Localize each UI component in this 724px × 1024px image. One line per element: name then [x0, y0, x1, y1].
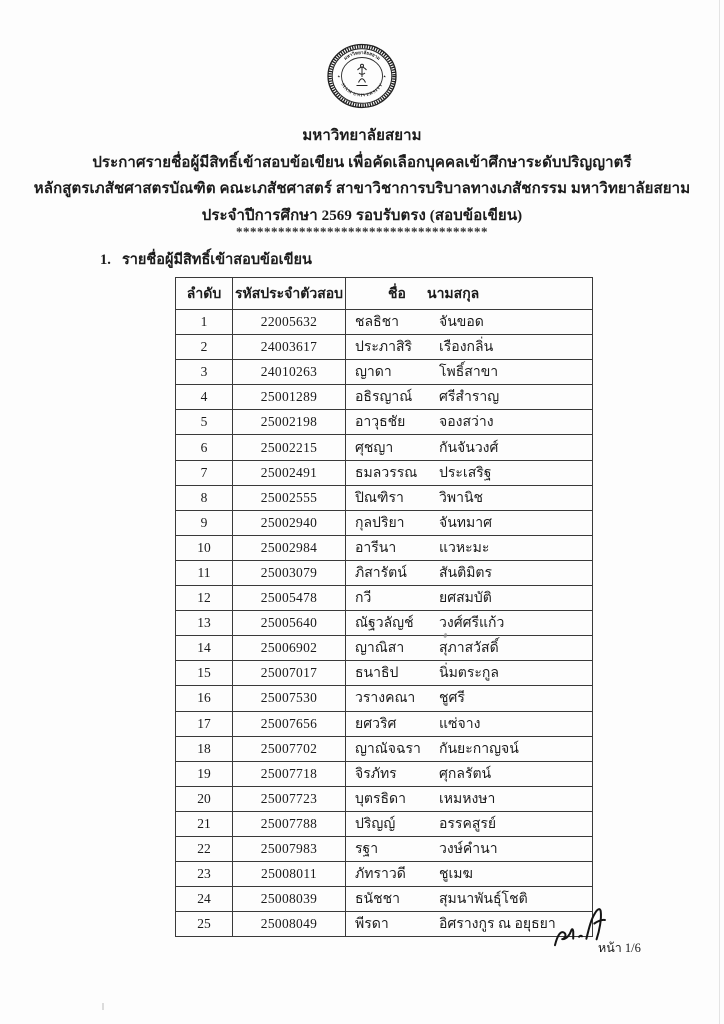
- cell-index: 22: [176, 837, 233, 861]
- cell-name: [346, 361, 592, 383]
- cell-first-name: ธมลวรรณ: [355, 465, 418, 481]
- table-row: [176, 384, 592, 409]
- cell-exam-code: 25007788: [233, 812, 346, 836]
- cell-exam-code: 25007656: [233, 712, 346, 736]
- cell-index: 25: [176, 912, 233, 936]
- cell-exam-code: 24010263: [233, 360, 346, 384]
- cell-name: [346, 562, 592, 584]
- cell-last-name: ยศสมบัติ: [439, 591, 492, 607]
- cell-last-name: เรืองกลิ่น: [439, 340, 494, 356]
- cell-first-name: รฐา: [355, 842, 379, 858]
- table-row: [176, 711, 592, 736]
- cell-index: 4: [176, 385, 233, 409]
- section-number: 1.: [100, 252, 111, 268]
- cell-last-name: แวหะมะ: [439, 540, 490, 556]
- table-row: [176, 585, 592, 610]
- cell-first-name: อารีนา: [355, 540, 397, 556]
- cell-last-name: จันทมาศ: [439, 515, 492, 531]
- table-row: [176, 886, 592, 911]
- cell-name: [346, 763, 592, 785]
- cell-first-name: ณัฐวลัญช์: [355, 616, 414, 632]
- cell-index: 17: [176, 712, 233, 736]
- cell-last-name: สุภาสวัสดิ์: [439, 641, 499, 657]
- header-last-name: นามสกุล: [427, 286, 480, 302]
- cell-name: [346, 411, 592, 433]
- cell-index: 6: [176, 435, 233, 459]
- header-exam-code: รหัสประจำตัวสอบ: [233, 278, 346, 309]
- cell-first-name: ปริญญ์: [355, 816, 396, 832]
- table-row: [176, 460, 592, 485]
- document-header: [0, 123, 724, 229]
- cell-last-name: ประเสริฐ: [439, 465, 492, 481]
- cell-index: 5: [176, 410, 233, 434]
- cell-index: 12: [176, 586, 233, 610]
- table-row: [176, 359, 592, 384]
- cell-exam-code: 25002491: [233, 461, 346, 485]
- table-row: [176, 334, 592, 359]
- cell-index: 2: [176, 335, 233, 359]
- cell-index: 20: [176, 787, 233, 811]
- table-row: [176, 635, 592, 660]
- cell-first-name: อธิรญาณ์: [355, 390, 413, 406]
- cell-exam-code: 25007983: [233, 837, 346, 861]
- cell-first-name: ศุชญา: [355, 440, 394, 456]
- cell-name: [346, 687, 592, 709]
- header-name-cell: [346, 283, 592, 305]
- cell-last-name: อรรคสูรย์: [439, 816, 497, 832]
- cell-exam-code: 25002198: [233, 410, 346, 434]
- cell-exam-code: 25002984: [233, 536, 346, 560]
- cell-last-name: กันยะกาญจน์: [439, 741, 519, 757]
- cell-first-name: กวี: [355, 591, 372, 607]
- cell-first-name: ญาณัจฉรา: [355, 741, 421, 757]
- cell-first-name: ญาดา: [355, 365, 392, 381]
- cell-last-name: ศุกลรัตน์: [439, 766, 492, 782]
- cell-exam-code: 25008049: [233, 912, 346, 936]
- cell-last-name: จันขอด: [439, 315, 484, 331]
- section-heading: [100, 248, 312, 271]
- seal-star-right: ★: [383, 74, 387, 79]
- cell-last-name: โพธิ์สาขา: [439, 365, 499, 381]
- cell-index: 8: [176, 486, 233, 510]
- seal-star-left: ★: [337, 74, 341, 79]
- table-row: [176, 836, 592, 861]
- table-row: [176, 811, 592, 836]
- table-row: [176, 409, 592, 434]
- cell-exam-code: 25007530: [233, 686, 346, 710]
- cell-exam-code: 25008011: [233, 862, 346, 886]
- cell-last-name: วิพานิช: [439, 490, 484, 506]
- cell-exam-code: 25007702: [233, 737, 346, 761]
- table-row: [176, 736, 592, 761]
- cell-exam-code: 25005640: [233, 611, 346, 635]
- cell-exam-code: 25007718: [233, 762, 346, 786]
- cell-exam-code: 25006902: [233, 636, 346, 660]
- cell-index: 14: [176, 636, 233, 660]
- table-row: [176, 685, 592, 710]
- cell-name: [346, 863, 592, 885]
- cell-name: [346, 512, 592, 534]
- cell-index: 3: [176, 360, 233, 384]
- cell-index: 24: [176, 887, 233, 911]
- academic-year-line: ประจำปีการศึกษา 2569 รอบรับตรง (สอบข้อเขียน): [201, 207, 523, 224]
- cell-index: 7: [176, 461, 233, 485]
- cell-exam-code: 22005632: [233, 310, 346, 334]
- table-row: [176, 861, 592, 886]
- cell-last-name: นิ่มตระกูล: [439, 666, 499, 682]
- cell-first-name: ภัทราวดี: [355, 867, 406, 883]
- cell-exam-code: 25002215: [233, 435, 346, 459]
- cell-name: [346, 386, 592, 408]
- siam-university-seal-icon: [325, 42, 399, 110]
- eligible-candidates-table: [175, 277, 593, 937]
- cell-last-name: อิศรางกูร ณ อยุธยา: [439, 917, 556, 933]
- cell-first-name: ยศวริศ: [355, 716, 397, 732]
- cell-index: 10: [176, 536, 233, 560]
- cell-name: [346, 713, 592, 735]
- table-row: [176, 535, 592, 560]
- cell-last-name: ชูเมฆ: [439, 867, 473, 883]
- cell-first-name: จิรภัทร: [355, 766, 397, 782]
- cell-exam-code: 25007723: [233, 787, 346, 811]
- cell-index: 15: [176, 661, 233, 685]
- cell-name: [346, 537, 592, 559]
- cell-exam-code: 25001289: [233, 385, 346, 409]
- cell-exam-code: 25005478: [233, 586, 346, 610]
- cell-exam-code: 25002555: [233, 486, 346, 510]
- cell-name: [346, 838, 592, 860]
- table-row: [176, 911, 592, 936]
- cell-name: [346, 437, 592, 459]
- cell-name: [346, 813, 592, 835]
- cell-last-name: สุมนาพันธุ์โชติ: [439, 892, 528, 908]
- cell-first-name: พีรดา: [355, 917, 389, 933]
- cell-exam-code: 25008039: [233, 887, 346, 911]
- cell-first-name: ชลธิชา: [355, 315, 399, 331]
- table-row: [176, 610, 592, 635]
- header-first-name: ชื่อ: [388, 286, 406, 302]
- cell-last-name: ชูศรี: [439, 691, 465, 707]
- table-row: [176, 786, 592, 811]
- table-row: [176, 434, 592, 459]
- cell-last-name: วงศ์ศรีแก้ว: [439, 616, 505, 632]
- cell-name: [346, 587, 592, 609]
- cell-index: 11: [176, 561, 233, 585]
- cell-name: [346, 637, 592, 659]
- seal-top-text: มหาวิทยาลัยสยาม: [342, 49, 382, 61]
- cell-first-name: วรางคณา: [355, 691, 416, 707]
- cell-index: 13: [176, 611, 233, 635]
- cell-last-name: วงษ์คำนา: [439, 842, 498, 858]
- cell-exam-code: 25007017: [233, 661, 346, 685]
- cell-first-name: ภิสารัตน์: [355, 565, 407, 581]
- announcement-line: ประกาศรายชื่อผู้มีสิทธิ์เข้าสอบข้อเขียน เพื่อคัดเลือกบุคคลเข้าศึกษาระดับปริญญาตรี: [92, 154, 632, 171]
- cell-last-name: สันติมิตร: [439, 565, 493, 581]
- table-row: [176, 560, 592, 585]
- cell-first-name: ธนาธิป: [355, 666, 399, 682]
- cell-index: 23: [176, 862, 233, 886]
- table-body: [176, 309, 592, 936]
- cell-index: 18: [176, 737, 233, 761]
- university-name: มหาวิทยาลัยสยาม: [302, 128, 422, 144]
- cell-last-name: เหมหงษา: [439, 791, 496, 807]
- scan-edge-artifact: [719, 0, 720, 1024]
- page-number: หน้า 1/6: [598, 941, 641, 955]
- cell-index: 21: [176, 812, 233, 836]
- cell-exam-code: 24003617: [233, 335, 346, 359]
- cell-first-name: ญาณิสา: [355, 641, 405, 657]
- cell-first-name: อาวุธชัย: [355, 415, 406, 431]
- cell-name: [346, 662, 592, 684]
- program-line: หลักสูตรเภสัชศาสตรบัณฑิต คณะเภสัชศาสตร์ สาขาวิชาการบริบาลทางเภสัชกรรม มหาวิทยาลัยสยาม: [33, 181, 691, 197]
- cell-name: [346, 311, 592, 333]
- table-row: [176, 660, 592, 685]
- cell-last-name: กันจันวงศ์: [439, 440, 499, 456]
- cell-index: 1: [176, 310, 233, 334]
- section-title: รายชื่อผู้มีสิทธิ์เข้าสอบข้อเขียน: [122, 252, 312, 268]
- header-index: ลำดับ: [176, 278, 233, 309]
- cell-first-name: บุตรธิดา: [355, 791, 406, 807]
- cell-name: [346, 487, 592, 509]
- scan-speck: [102, 1003, 104, 1010]
- cell-name: [346, 462, 592, 484]
- seal-bottom-text: SIAM UNIVERSITY: [340, 81, 384, 98]
- stars-divider: ************************************: [236, 224, 488, 239]
- cell-first-name: ปิณฑิรา: [355, 490, 404, 506]
- cell-exam-code: 25002940: [233, 511, 346, 535]
- cell-last-name: แซ่จาง: [439, 716, 481, 732]
- table-row: [176, 510, 592, 535]
- cell-first-name: ประภาสิริ: [355, 340, 413, 356]
- cell-last-name: จองสว่าง: [439, 415, 494, 431]
- cell-first-name: ธนัชชา: [355, 892, 400, 908]
- cell-last-name: ศรีสำราญ: [439, 390, 500, 406]
- cell-name: [346, 612, 592, 634]
- cell-index: 9: [176, 511, 233, 535]
- cell-exam-code: 25003079: [233, 561, 346, 585]
- cell-name: [346, 738, 592, 760]
- cell-name: [346, 336, 592, 358]
- cell-index: 19: [176, 762, 233, 786]
- cell-name: [346, 788, 592, 810]
- table-row: [176, 485, 592, 510]
- table-row: [176, 309, 592, 334]
- seal-crest: [357, 64, 368, 85]
- cell-index: 16: [176, 686, 233, 710]
- table-row: [176, 761, 592, 786]
- table-header-row: [176, 278, 592, 309]
- cell-first-name: กุลปริยา: [355, 515, 405, 531]
